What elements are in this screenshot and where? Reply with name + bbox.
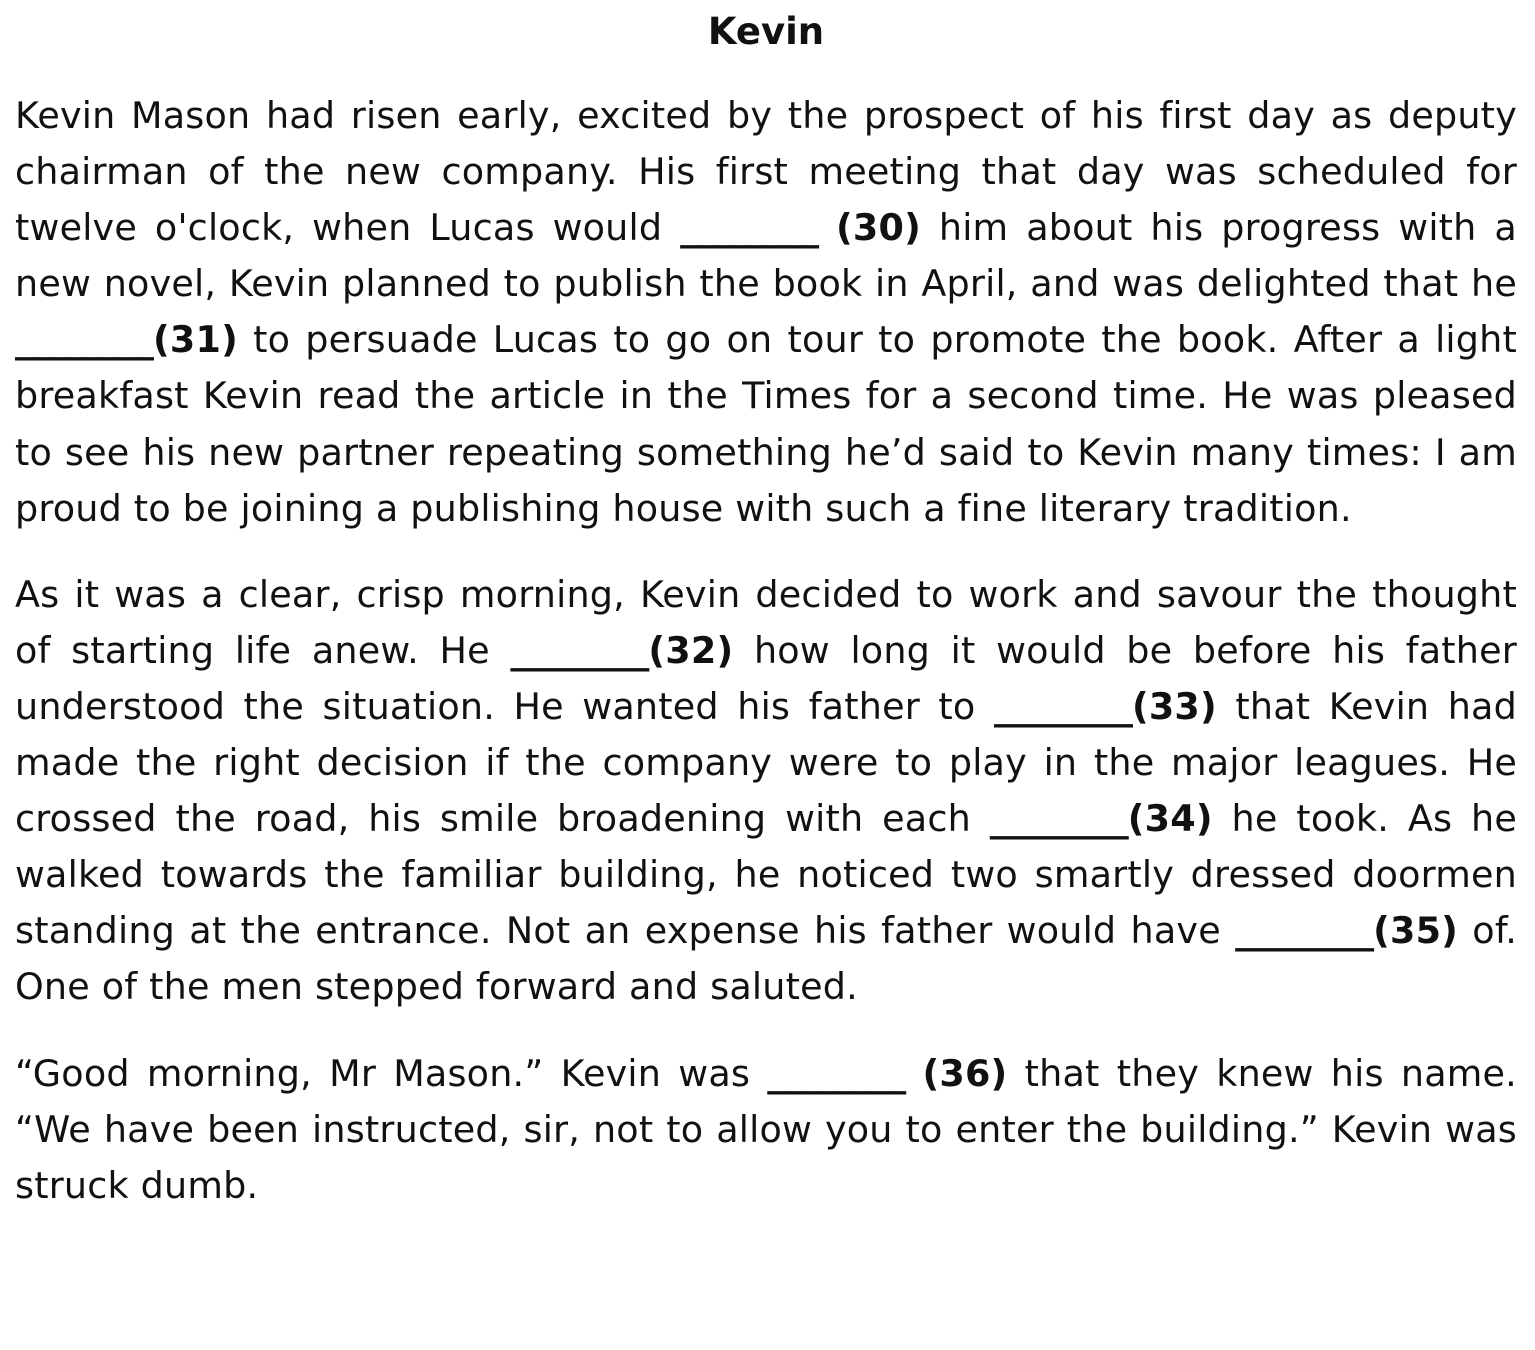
paragraph-text: him about his progress with a new novel, Kevin planned to publish the book in April, and was delighted that he [15, 206, 1517, 306]
paragraph-text: that they knew his name. “We have been instructed, sir, not to allow you to enter the building.” Kevin was struck dumb. [15, 1051, 1517, 1207]
paragraph-text [905, 1052, 922, 1095]
answer-blank-30: ________ [680, 206, 819, 250]
answer-blank-36: ________ [767, 1051, 906, 1095]
paragraph-text: “Good morning, Mr Mason.” Kevin was [15, 1051, 768, 1095]
paragraph-text: Kevin Mason had risen early, excited by the prospect of his first day as deputy chairman of the new company. His first meeting that day was scheduled for twelve o'clock, when Lucas would [15, 94, 1517, 250]
answer-blank-32: ________ [510, 628, 649, 672]
answer-blank-31: ________ [15, 318, 153, 362]
document-title: Kevin [707, 10, 825, 53]
paragraph-3 [15, 1046, 1517, 1214]
question-number-36: (36) [922, 1051, 1008, 1095]
paragraph-text: to persuade Lucas to go on tour to promote the book. After a light breakfast Kevin read the article in the Times for a second time. He was pleased to see his new partner repeating something he’d said to Kevin many times: I am proud to be joining a publishing house with such a fine literary tradition. [15, 318, 1517, 530]
paragraph-text [818, 206, 836, 249]
paragraph-text: As it was a clear, crisp morning, Kevin decided to work and savour the thought of starting life anew. He [15, 572, 1517, 672]
question-number-35: (35) [1373, 909, 1459, 953]
question-number-30: (30) [836, 206, 921, 250]
question-number-33: (33) [1131, 684, 1217, 728]
answer-blank-34: ________ [989, 797, 1128, 841]
question-number-31: (31) [153, 318, 238, 362]
paragraph-text: he took. As he walked towards the familiar building, he noticed two smartly dressed doormen standing at the entrance. Not an expense his father would have [15, 797, 1517, 953]
paragraph-1 [15, 88, 1517, 537]
answer-blank-35: ________ [1235, 909, 1374, 953]
paragraph-text: of. One of the men stepped forward and saluted. [15, 909, 1518, 1009]
paragraph-2 [15, 567, 1517, 1016]
question-number-34: (34) [1127, 797, 1213, 841]
answer-blank-33: ________ [993, 684, 1132, 728]
paragraph-text: how long it would be before his father understood the situation. He wanted his father to [15, 628, 1517, 728]
paragraph-text: that Kevin had made the right decision if the company were to play in the major leagues. He crossed the road, his smile broadening with each [15, 684, 1517, 841]
question-number-32: (32) [648, 628, 734, 672]
